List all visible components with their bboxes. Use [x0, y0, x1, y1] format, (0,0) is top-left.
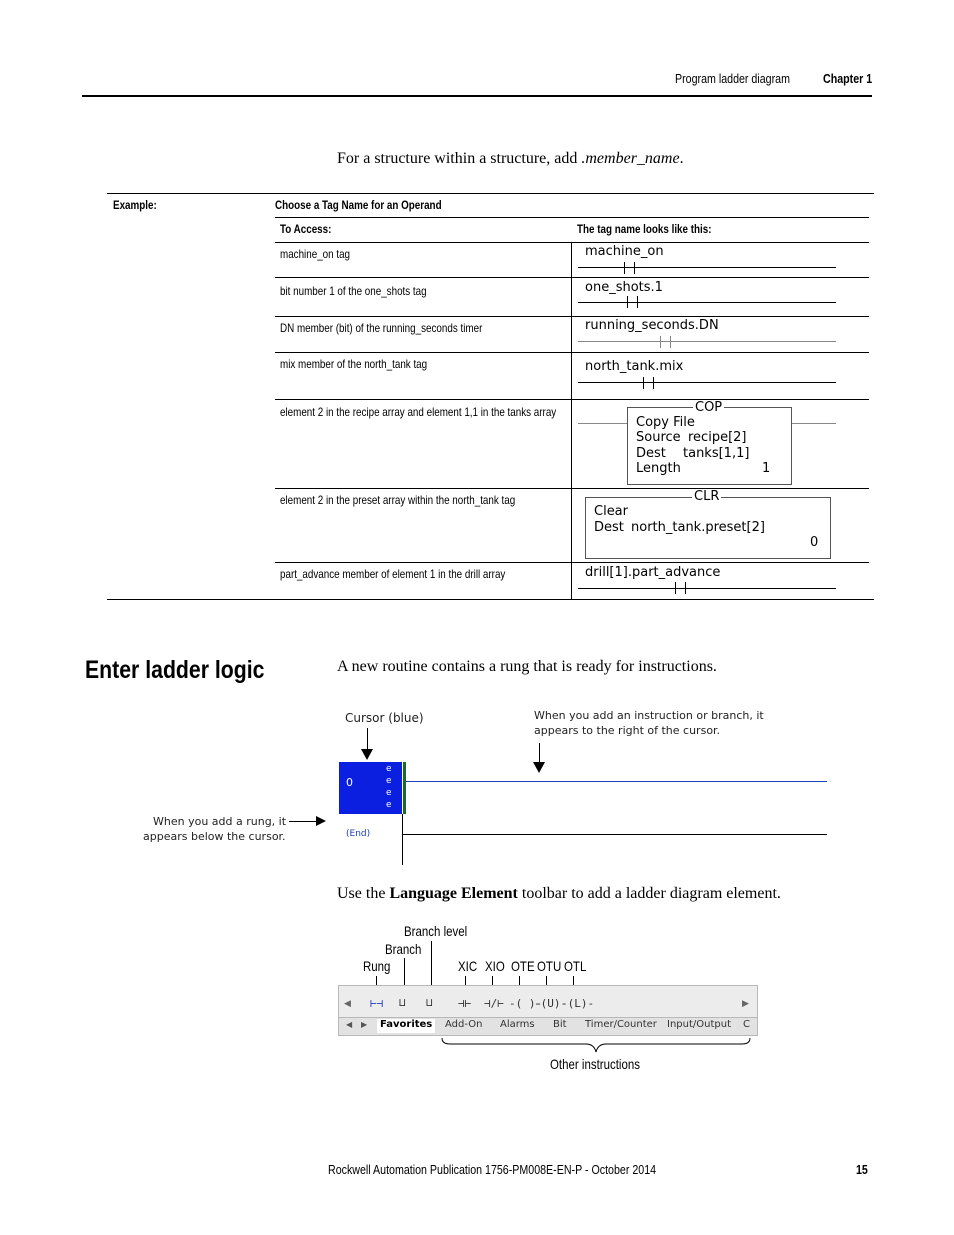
contact-right — [670, 336, 671, 348]
intro-member: .member_name — [581, 150, 680, 167]
tab-bit[interactable]: Bit — [553, 1019, 567, 1030]
table-row-access: mix member of the north_tank tag — [280, 357, 428, 371]
rung-line — [578, 267, 836, 268]
clr-value: 0 — [810, 535, 819, 550]
table-bottom-rule — [107, 599, 874, 600]
rung-button[interactable]: ⊢⊣ — [370, 997, 384, 1010]
contact-right — [634, 262, 635, 274]
rung-rail-marker — [403, 762, 406, 814]
row-rule — [275, 352, 869, 353]
brace-icon — [440, 1036, 752, 1056]
rung-cursor[interactable] — [339, 762, 402, 814]
tag-name: machine_on — [585, 244, 664, 259]
clr-dest-label: Dest — [594, 520, 624, 535]
cop-dest-label: Dest — [636, 446, 666, 461]
toolbar-sentence-pre: Use the — [337, 885, 390, 902]
xic-button[interactable]: ⊣⊢ — [458, 997, 472, 1010]
tab-timer-counter[interactable]: Timer/Counter — [585, 1019, 657, 1030]
scroll-left-icon[interactable]: ◀ — [344, 999, 351, 1009]
col-looks-header: The tag name looks like this: — [577, 222, 712, 236]
down-arrow-icon — [533, 762, 545, 773]
otl-button[interactable]: -(L)- — [561, 997, 595, 1010]
label-otl: OTL — [564, 958, 587, 974]
table-row-access: part_advance member of element 1 in the drill array — [280, 567, 506, 581]
down-arrow-icon — [361, 749, 373, 760]
rung-line — [790, 423, 836, 424]
label-branch: Branch — [385, 941, 422, 957]
clr-title: CLR — [694, 489, 720, 504]
label-branch-level: Branch level — [404, 923, 468, 939]
otu-button[interactable]: -(U)- — [534, 997, 568, 1010]
row-rule — [275, 277, 869, 278]
clr-line-1: Clear — [594, 504, 628, 519]
toolbar-sentence — [337, 885, 781, 903]
label-xic: XIC — [458, 958, 478, 974]
cop-length-value: 1 — [762, 461, 771, 476]
tab-input-output[interactable]: Input/Output — [667, 1019, 731, 1030]
instruction-arrow-line — [539, 743, 540, 763]
cursor-arrow-line — [367, 728, 368, 750]
cop-length-label: Length — [636, 461, 681, 476]
cop-source-label: Source — [636, 430, 681, 445]
callout-rung-2: appears below the cursor. — [143, 830, 286, 843]
ote-button[interactable]: -( )- — [509, 997, 543, 1010]
header-section: Program ladder diagram — [675, 71, 790, 86]
label-other-instructions: Other instructions — [550, 1056, 640, 1072]
contact-left — [627, 296, 628, 308]
rung-line — [406, 781, 827, 782]
table-row-access: machine_on tag — [280, 247, 351, 261]
language-element-toolbar — [338, 985, 758, 1036]
rung-line — [578, 588, 836, 589]
table-row-access: element 2 in the preset array within the north_tank tag — [280, 493, 516, 507]
cop-title: COP — [695, 400, 723, 415]
intro-suffix: . — [679, 150, 684, 167]
callout-instruction-2: appears to the right of the cursor. — [534, 724, 721, 737]
contact-left — [660, 336, 661, 348]
branch-level-button[interactable]: ⊔ — [426, 996, 433, 1009]
xio-button[interactable]: ⊣/⊢ — [484, 997, 504, 1010]
callout-rung-1: When you add a rung, it — [153, 815, 287, 828]
label-rung: Rung — [363, 958, 391, 974]
callout-cursor: Cursor (blue) — [345, 711, 424, 725]
cop-line-1: Copy File — [636, 415, 695, 430]
contact-right — [653, 377, 654, 389]
row-rule — [275, 399, 869, 400]
left-power-rail — [402, 814, 403, 865]
contact-left — [624, 262, 625, 274]
table-title: Choose a Tag Name for an Operand — [275, 198, 442, 212]
rung-marker: e — [386, 800, 392, 810]
label-xio: XIO — [485, 958, 505, 974]
tab-add-on[interactable]: Add-On — [445, 1019, 483, 1030]
rung-line — [578, 382, 836, 383]
page-number: 15 — [856, 1162, 868, 1177]
label-otu: OTU — [537, 958, 562, 974]
contact-right — [685, 582, 686, 594]
tab-strip — [339, 1017, 757, 1035]
row-rule — [275, 242, 869, 243]
end-rung-line — [402, 834, 827, 835]
right-arrow-icon — [316, 816, 326, 826]
rung-line — [578, 341, 836, 342]
rung-line — [578, 423, 628, 424]
tab-favorites[interactable]: Favorites — [377, 1019, 435, 1033]
contact-left — [675, 582, 676, 594]
intro-prefix: For a structure within a structure, add — [337, 150, 582, 167]
tab-scroll-left-icon[interactable]: ◀ — [346, 1020, 353, 1029]
table-top-rule — [107, 193, 874, 194]
tag-name: drill[1].part_advance — [585, 565, 721, 580]
tag-name: running_seconds.DN — [585, 318, 719, 333]
branch-button[interactable]: ⊔ — [399, 996, 406, 1009]
row-rule — [275, 217, 869, 218]
rung-line — [578, 302, 836, 303]
rung-number: 0 — [346, 776, 353, 789]
rung-arrow-line — [289, 821, 317, 822]
table-row-access: bit number 1 of the one_shots tag — [280, 284, 427, 298]
tag-name: one_shots.1 — [585, 280, 663, 295]
callout-instruction-1: When you add an instruction or branch, it — [534, 709, 764, 722]
intro-line — [337, 150, 684, 168]
tab-alarms[interactable]: Alarms — [500, 1019, 535, 1030]
row-rule — [275, 316, 869, 317]
row-rule — [275, 488, 869, 489]
label-ote: OTE — [511, 958, 535, 974]
cop-dest-value: tanks[1,1] — [683, 446, 750, 461]
section-intro: A new routine contains a rung that is ready for instructions. — [337, 658, 717, 675]
end-label: (End) — [346, 829, 371, 839]
table-row-access: element 2 in the recipe array and element 1,1 in the tanks array — [280, 405, 557, 419]
section-heading: Enter ladder logic — [85, 656, 265, 684]
scroll-right-icon[interactable]: ▶ — [742, 999, 749, 1009]
rung-marker: e — [386, 788, 392, 798]
tab-c[interactable]: C — [743, 1019, 750, 1030]
column-divider — [571, 242, 572, 599]
footer-publication: Rockwell Automation Publication 1756-PM008E-EN-P - October 2014 — [328, 1162, 657, 1177]
header-rule — [82, 95, 872, 97]
rung-marker: e — [386, 764, 392, 774]
cop-source-value: recipe[2] — [688, 430, 747, 445]
col-access-header: To Access: — [280, 222, 332, 236]
tag-name: north_tank.mix — [585, 359, 684, 374]
header-chapter: Chapter 1 — [823, 71, 873, 86]
contact-right — [637, 296, 638, 308]
rung-marker: e — [386, 776, 392, 786]
clr-dest-value: north_tank.preset[2] — [631, 520, 765, 535]
table-row-access: DN member (bit) of the running_seconds timer — [280, 321, 483, 335]
rung-markers — [386, 763, 392, 811]
row-rule — [275, 562, 869, 563]
contact-left — [643, 377, 644, 389]
toolbar-sentence-post: toolbar to add a ladder diagram element. — [517, 885, 781, 902]
example-label: Example: — [113, 198, 157, 212]
tab-scroll-right-icon[interactable]: ▶ — [361, 1020, 368, 1029]
toolbar-sentence-bold: Language Element — [389, 885, 518, 902]
